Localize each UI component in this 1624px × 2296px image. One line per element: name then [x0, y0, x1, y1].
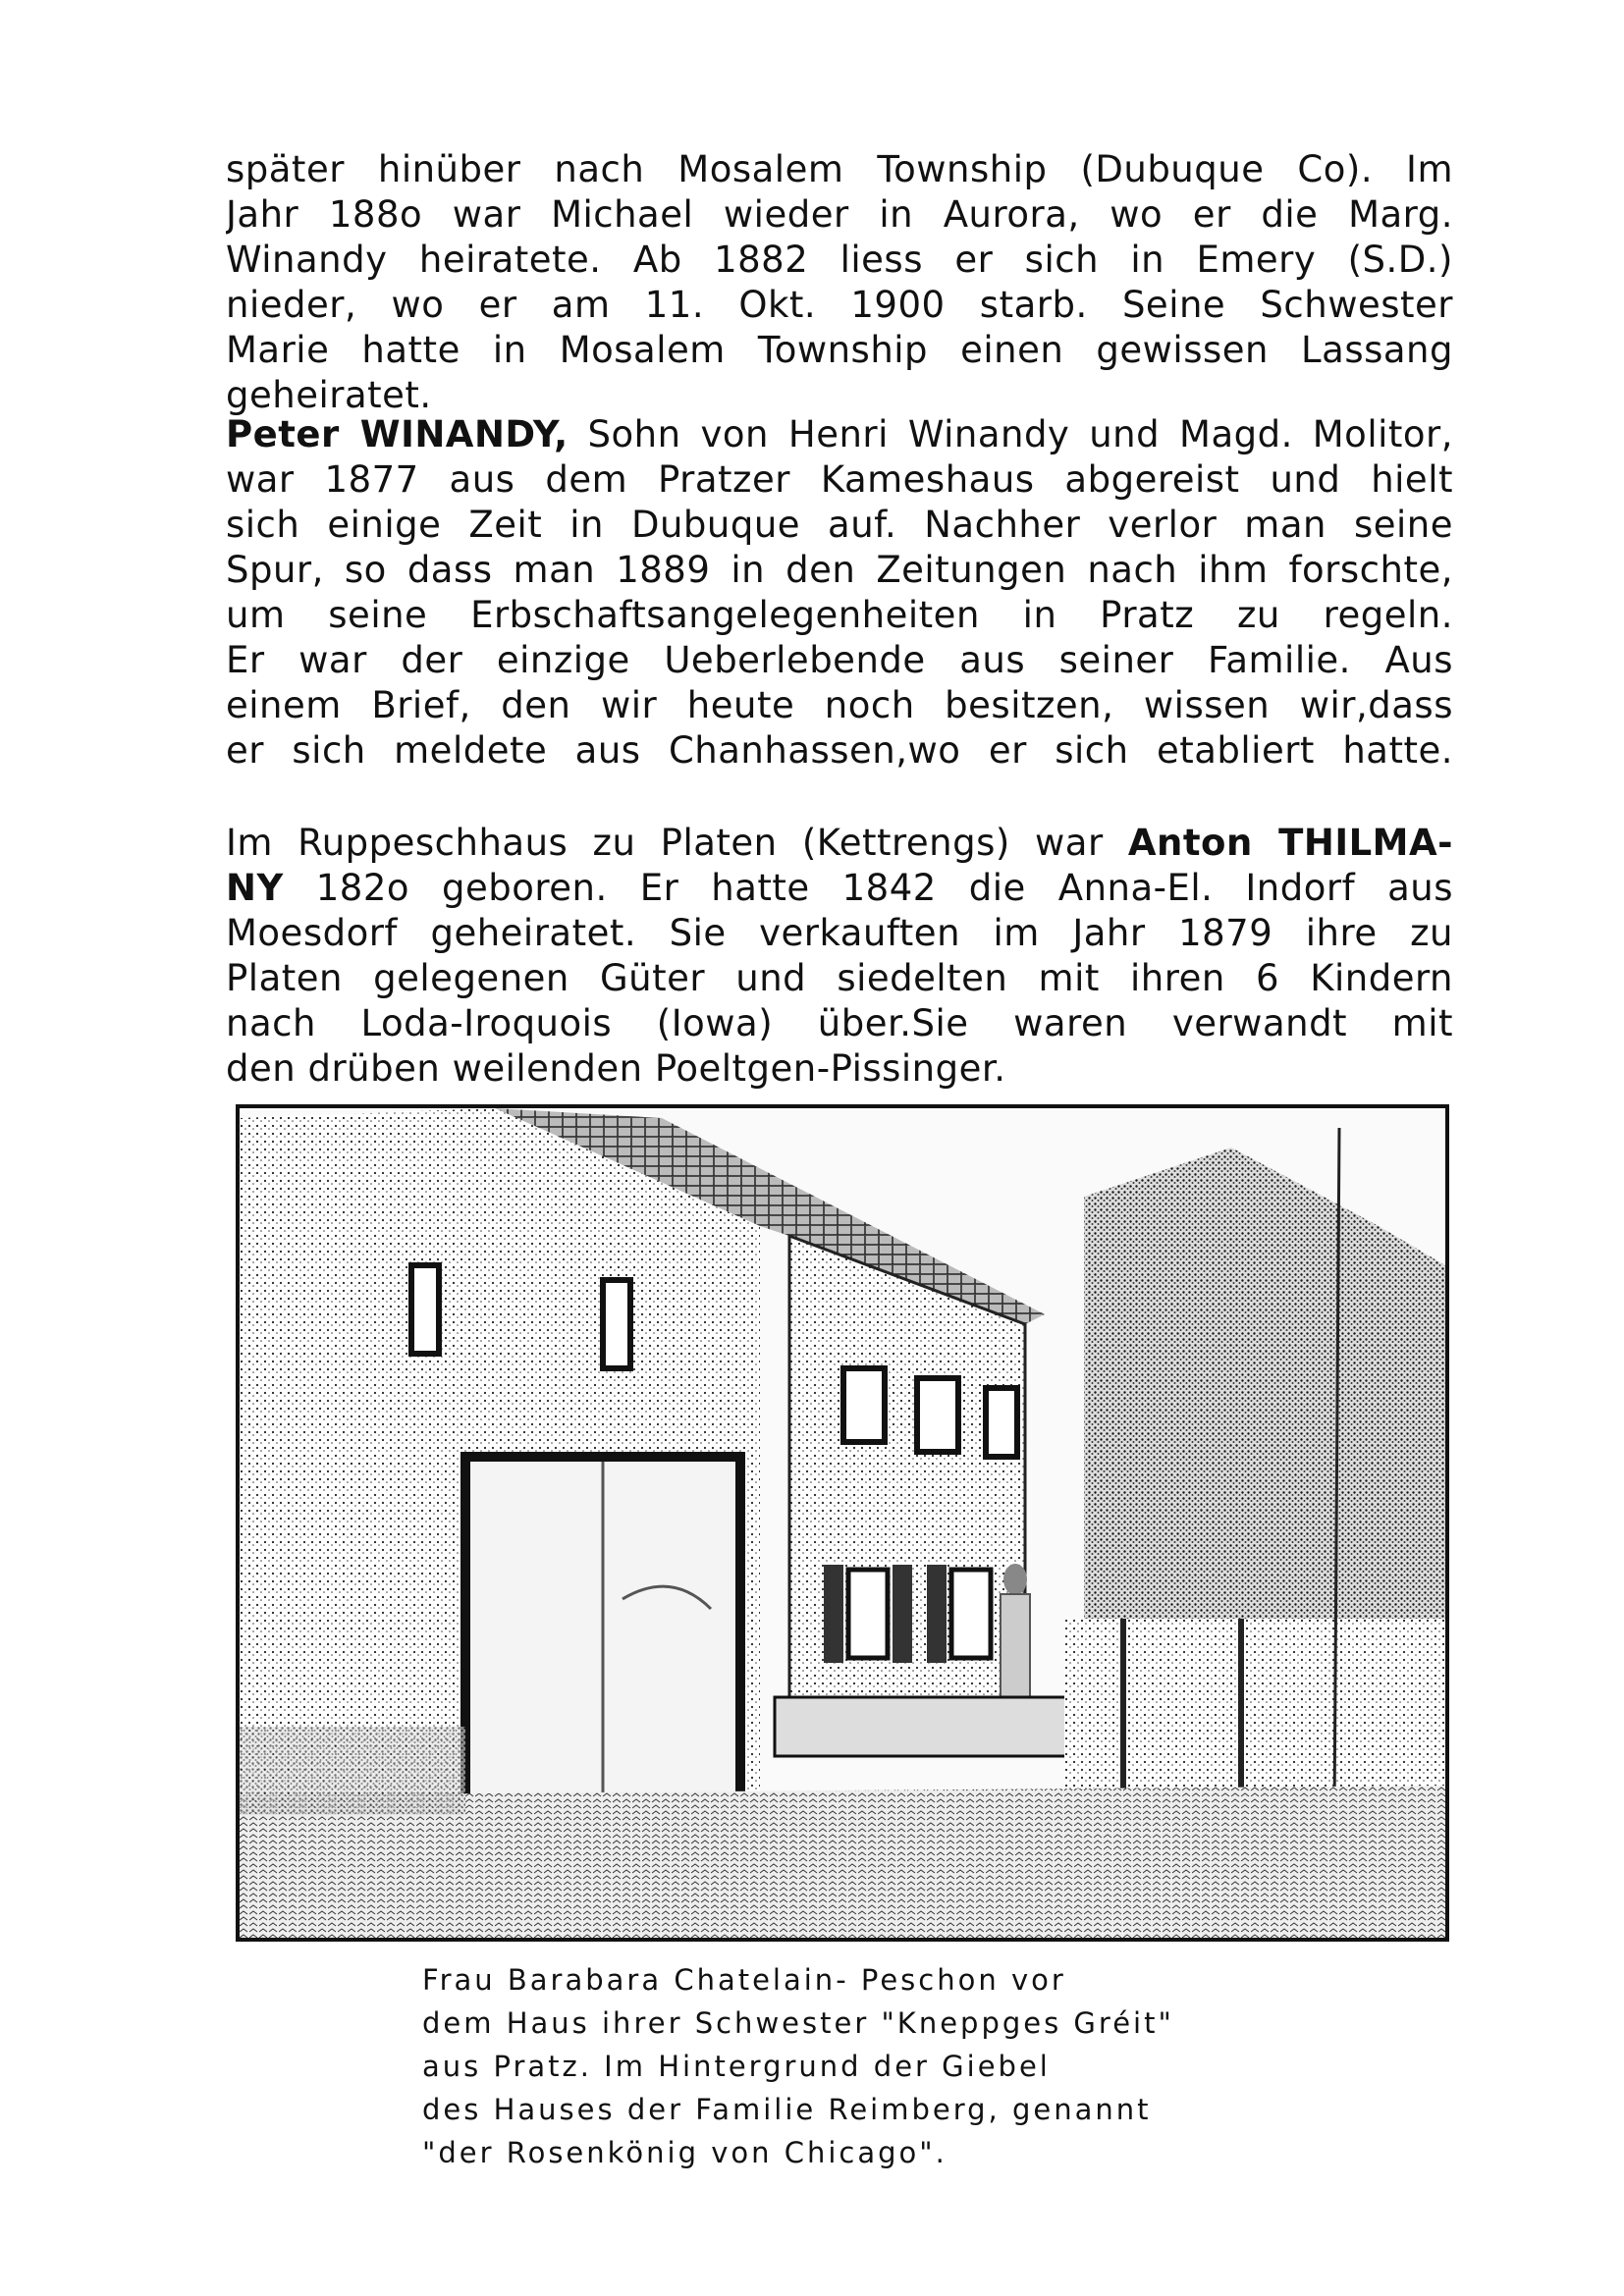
paragraph-peter-winandy: [226, 412, 1453, 774]
paragraph-anton-thilmany: [226, 821, 1453, 1092]
text-line: nach Loda-Iroquois (Iowa) über.Sie waren verwandt mit: [226, 1002, 1453, 1044]
text-line: er sich meldete aus Chanhassen,wo er sich etabliert hatte.: [226, 729, 1453, 772]
text-line: den drüben weilenden Poeltgen-Pissinger.: [226, 1047, 1006, 1090]
paragraph-1: [226, 147, 1453, 418]
caption-line: "der Rosenkönig von Chicago".: [422, 2136, 947, 2169]
person-name: NY: [226, 867, 284, 909]
text-line: Winandy heiratete. Ab 1882 liess er sich in Emery (S.D.): [226, 239, 1453, 281]
text-line: Moesdorf geheiratet. Sie verkauften im Jahr 1879 ihre zu: [226, 912, 1453, 954]
text-line: Platen gelegenen Güter und siedelten mit ihren 6 Kindern: [226, 957, 1453, 999]
text-line: Spur, so dass man 1889 in den Zeitungen nach ihm forschte,: [226, 549, 1453, 591]
house-photograph: [236, 1104, 1449, 1942]
text-line: um seine Erbschaftsangelegenheiten in Pratz zu regeln.: [226, 594, 1453, 636]
text-line: nieder, wo er am 11. Okt. 1900 starb. Seine Schwester: [226, 284, 1453, 326]
caption-line: aus Pratz. Im Hintergrund der Giebel: [422, 2050, 1051, 2083]
person-name: Anton THILMA-: [1127, 822, 1453, 864]
text-fragment: Im Ruppeschhaus zu Platen (Kettrengs) war: [226, 822, 1128, 864]
text-line: sich einige Zeit in Dubuque auf. Nachher verlor man seine: [226, 504, 1453, 546]
text-line: war 1877 aus dem Pratzer Kameshaus abgereist und hielt: [226, 458, 1453, 501]
photo-caption: [422, 1958, 1286, 2174]
text-fragment: 182o geboren. Er hatte 1842 die Anna-El. Indorf aus: [283, 867, 1453, 909]
text-line: Marie hatte in Mosalem Township einen gewissen Lassang: [226, 329, 1453, 371]
text-fragment: Sohn von Henri Winandy und Magd. Molitor,: [568, 413, 1453, 455]
caption-line: dem Haus ihrer Schwester "Kneppges Gréit": [422, 2006, 1174, 2040]
text-line: einem Brief, den wir heute noch besitzen, wissen wir,dass: [226, 684, 1453, 726]
caption-line: des Hauses der Familie Reimberg, genannt: [422, 2093, 1152, 2126]
text-line: geheiratet.: [226, 374, 432, 416]
text-line: Er war der einzige Ueberlebende aus seiner Familie. Aus: [226, 639, 1453, 681]
person-name: Peter WINANDY,: [226, 413, 568, 455]
text-line: später hinüber nach Mosalem Township (Dubuque Co). Im: [226, 148, 1453, 190]
text-line: [226, 821, 1453, 866]
text-line: [226, 866, 1453, 911]
house-photo-illustration: [240, 1108, 1445, 1938]
text-line: [226, 412, 1453, 457]
text-line: Jahr 188o war Michael wieder in Aurora, wo er die Marg.: [226, 193, 1453, 236]
caption-line: Frau Barabara Chatelain- Peschon vor: [422, 1963, 1066, 1997]
